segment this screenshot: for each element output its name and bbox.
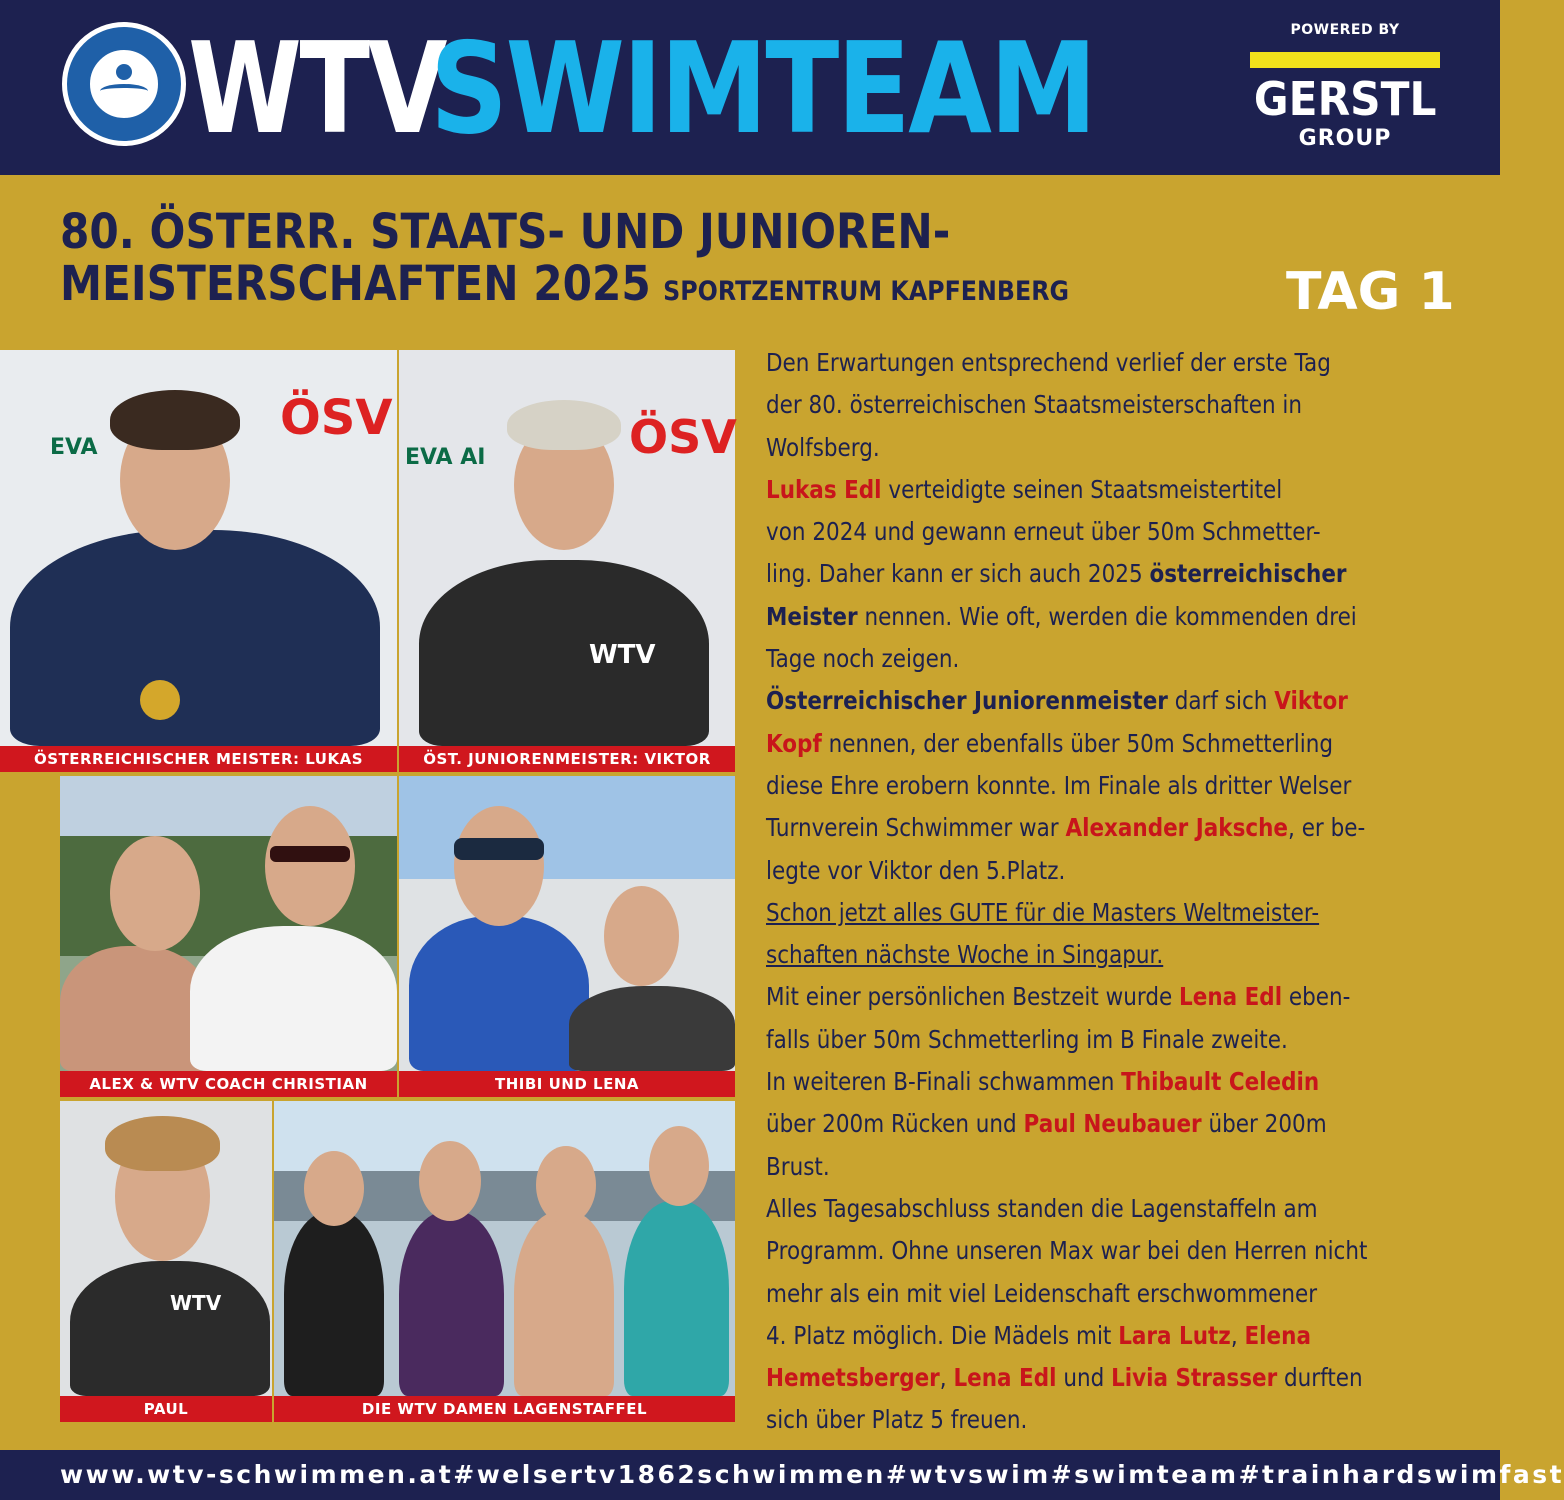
athlete-name: Livia Strasser	[1111, 1363, 1278, 1393]
title-emphasis: Meister	[766, 601, 858, 631]
article-line	[766, 976, 1351, 1018]
photo-thibi-lena	[399, 776, 735, 1071]
article-line	[766, 596, 1357, 638]
article-line: sich über Platz 5 freuen.	[766, 1405, 1028, 1435]
photo-damen-lagenstaffel	[274, 1101, 735, 1396]
article-text: ,	[939, 1363, 954, 1393]
day-label: TAG 1	[1286, 262, 1455, 322]
athlete-name: Paul Neubauer	[1023, 1109, 1202, 1139]
article-line: schaften nächste Woche in Singapur.	[766, 940, 1164, 970]
article-line	[766, 1315, 1346, 1357]
caption-alex-coach: ALEX & WTV COACH CHRISTIAN	[60, 1071, 397, 1097]
article-text: eben-	[1282, 982, 1351, 1012]
footer-links	[60, 1460, 1564, 1489]
article-line	[766, 1357, 1363, 1399]
title-line-1: 80. ÖSTERR. STAATS- UND JUNIOREN-	[60, 204, 951, 260]
article-text: Mit einer persönlichen Bestzeit wurde	[766, 982, 1180, 1012]
sponsor-stripe	[1250, 52, 1440, 68]
sponsor-logo-name: GERSTL	[1253, 72, 1437, 126]
article-line: Brust.	[766, 1151, 830, 1181]
article-line: Wolfsberg.	[766, 432, 880, 462]
article-text: darf sich	[1167, 686, 1275, 716]
article-line	[766, 469, 1346, 511]
article-line: von 2024 und gewann erneut über 50m Schmetter-	[766, 517, 1321, 547]
article-text: , er be-	[1288, 813, 1366, 843]
website-link[interactable]: www.wtv-schwimmen.at	[60, 1460, 454, 1489]
athlete-name: Lena Edl	[953, 1363, 1057, 1393]
caption-paul: PAUL	[60, 1396, 272, 1422]
article-line	[766, 553, 1346, 595]
club-logo-badge	[62, 22, 186, 146]
title-line-2-text: MEISTERSCHAFTEN 2025	[60, 256, 651, 312]
article-text: über 200m	[1201, 1109, 1327, 1139]
title-line-2	[60, 258, 1069, 318]
article-text: 4. Platz möglich. Die Mädels mit	[766, 1320, 1119, 1350]
article-text: verteidigte seinen Staatsmeistertitel	[881, 474, 1283, 504]
photo-viktor: ÖSV EVA AI WTV	[399, 350, 735, 746]
header-bar	[0, 0, 1500, 175]
article-text: nennen. Wie oft, werden die kommenden drei	[857, 601, 1357, 631]
article-line: Alles Tagesabschluss standen die Lagenstaffeln am	[766, 1193, 1318, 1223]
article-line: Tage noch zeigen.	[766, 644, 960, 674]
athlete-name: Kopf	[766, 728, 822, 758]
sponsor-logo-suffix: GROUP	[1298, 126, 1392, 151]
article-line	[766, 723, 1346, 765]
article-text: ,	[1230, 1320, 1245, 1350]
article-line: der 80. österreichischen Staatsmeisterschaften in	[766, 390, 1303, 420]
article-text: über 200m Rücken und	[766, 1109, 1024, 1139]
powered-by-label: POWERED BY	[1290, 22, 1400, 38]
article-line	[766, 1061, 1346, 1103]
athlete-name: Alexander Jaksche	[1065, 813, 1289, 843]
footer-bar	[0, 1450, 1564, 1500]
caption-thibi-lena: THIBI UND LENA	[399, 1071, 735, 1097]
article-text: und	[1056, 1363, 1112, 1393]
article-line: mehr als ein mit viel Leidenschaft erschwommener	[766, 1278, 1318, 1308]
swimmer-icon	[87, 47, 161, 121]
article-line	[766, 1103, 1346, 1145]
athlete-name: Elena	[1244, 1320, 1311, 1350]
venue-label: SPORTZENTRUM KAPFENBERG	[663, 276, 1070, 307]
article-text: nennen, der ebenfalls über 50m Schmetterling	[821, 728, 1334, 758]
athlete-name: Hemetsberger	[766, 1363, 940, 1393]
article-line	[766, 680, 1346, 722]
article-line	[766, 807, 1366, 849]
athlete-name: Lukas Edl	[766, 474, 882, 504]
article-body	[766, 342, 1440, 1442]
article-line: diese Ehre erobern konnte. Im Finale als dritter Welser	[766, 770, 1352, 800]
article-text: durften	[1277, 1363, 1363, 1393]
title-emphasis: österreichischer	[1149, 559, 1347, 589]
hashtag-link[interactable]: #trainhardswimfast	[1238, 1460, 1564, 1489]
caption-lukas: ÖSTERREICHISCHER MEISTER: LUKAS	[0, 746, 397, 772]
caption-damen-lagenstaffel: DIE WTV DAMEN LAGENSTAFFEL	[274, 1396, 735, 1422]
article-text: Turnverein Schwimmer war	[766, 813, 1066, 843]
article-text: In weiteren B-Finali schwammen	[766, 1067, 1122, 1097]
article-line: Schon jetzt alles GUTE für die Masters Weltmeister-	[766, 897, 1320, 927]
hashtag-link[interactable]: #welsertv1862schwimmen	[453, 1460, 886, 1489]
photo-alex-coach	[60, 776, 397, 1071]
article-line: falls über 50m Schmetterling im B Finale zweite.	[766, 1024, 1288, 1054]
caption-viktor: ÖST. JUNIORENMEISTER: VIKTOR	[399, 746, 735, 772]
page-title	[60, 206, 1069, 318]
article-line: Programm. Ohne unseren Max war bei den Herren nicht	[766, 1236, 1368, 1266]
athlete-name: Thibault Celedin	[1121, 1067, 1320, 1097]
article-line: legte vor Viktor den 5.Platz.	[766, 855, 1066, 885]
article-text: ling. Daher kann er sich auch 2025	[766, 559, 1150, 589]
athlete-name: Viktor	[1274, 686, 1348, 716]
article-line: Den Erwartungen entsprechend verlief der erste Tag	[766, 348, 1331, 377]
photo-paul: WTV	[60, 1101, 272, 1396]
brand-title	[188, 4, 1203, 174]
athlete-name: Lara Lutz	[1118, 1320, 1231, 1350]
brand-secondary: SWIMTEAM	[430, 15, 1095, 162]
brand-primary: WTV	[188, 15, 446, 162]
photo-lukas: ÖSV EVA	[0, 350, 397, 746]
athlete-name: Lena Edl	[1179, 982, 1283, 1012]
hashtag-link[interactable]: #wtvswim	[885, 1460, 1051, 1489]
title-emphasis: Österreichischer Juniorenmeister	[766, 686, 1168, 716]
hashtag-link[interactable]: #swimteam	[1050, 1460, 1239, 1489]
